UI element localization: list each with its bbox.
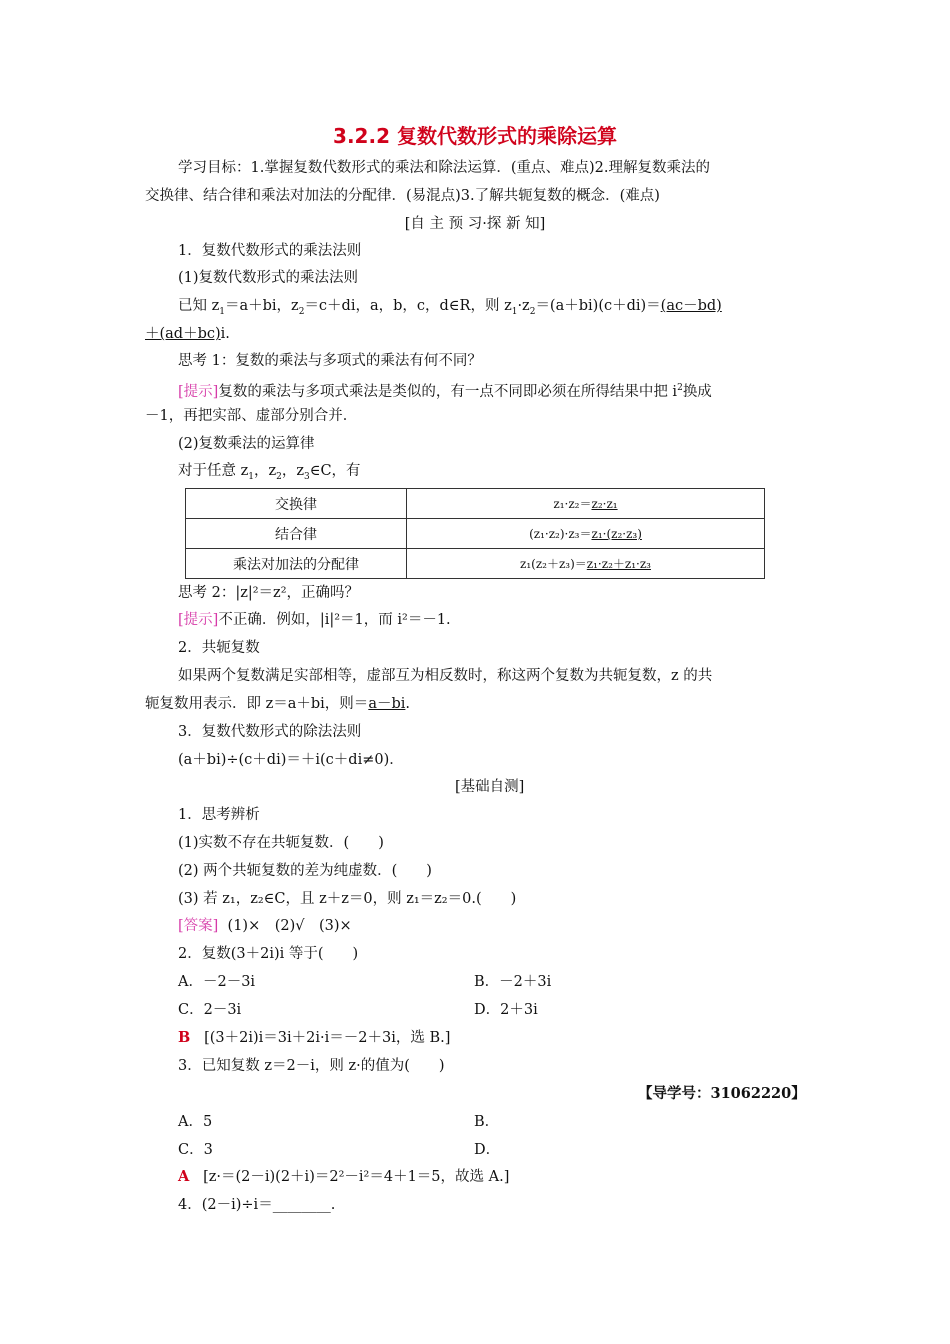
hint-2-text: 不正确．例如，|i|²＝1，而 i²＝－1.	[218, 612, 451, 628]
formula-answer-real: (ac－bd)	[660, 298, 722, 314]
s3-heading: 3．复数代数形式的除法法则	[178, 724, 362, 740]
law-formula-answer: z₁·(z₂·z₃)	[591, 527, 642, 541]
q1-heading: 1．思考辨析	[178, 807, 260, 823]
q2-option-d: D．2＋3i	[474, 1002, 538, 1018]
q1-answer-text: (1)× (2)√ (3)×	[227, 918, 352, 934]
any-statement: 对于任意 $z_1$，$z_2$，$z_3\in C$，有	[178, 463, 361, 482]
q2-solution	[178, 1028, 450, 1048]
law-formula	[407, 549, 765, 579]
law-name: 结合律	[186, 519, 407, 549]
q2-option-c: C．2－3i	[178, 1002, 242, 1018]
formula-part-d: ·z	[517, 298, 530, 314]
any-c: ，z	[281, 463, 304, 479]
q2-explanation: [(3＋2i)i＝3i＋2i·i＝－2＋3i，选 B.]	[204, 1030, 451, 1046]
formula-answer-imag: ＋(ad＋bc)	[145, 326, 221, 342]
hint-1-line-2: －1，再把实部、虚部分别合并．	[145, 408, 358, 424]
preview-section-header: [自 主 预 习·探 新 知]	[404, 216, 546, 232]
hint-2	[178, 610, 451, 630]
answer-tag: [答案]	[178, 918, 219, 934]
s2-heading: 2．共轭复数	[178, 640, 260, 656]
self-test-header: [基础自测]	[455, 779, 525, 795]
any-d: ∈C，有	[309, 463, 361, 479]
law-formula-answer: z₁·z₂＋z₁·z₃	[586, 557, 651, 571]
law-name: 乘法对加法的分配律	[186, 549, 407, 579]
objectives-line-1: 学习目标：1.掌握复数代数形式的乘法和除法运算．(重点、难点)2.理解复数乘法的	[178, 160, 710, 176]
law-formula-left: z₁·z₂＝	[553, 497, 592, 511]
multiplication-formula-line-2	[145, 324, 230, 344]
law-formula	[407, 489, 765, 519]
objectives-line-2: 交换律、结合律和乘法对加法的分配律．(易混点)3.了解共轭复数的概念．(难点)	[145, 188, 660, 204]
operation-laws-table	[185, 488, 765, 579]
q4-stem: 4．(2－i)÷i＝________.	[178, 1197, 336, 1213]
hint-1-text-a: 复数的乘法与多项式乘法是类似的，有一点不同即必须在所得结果中把 i	[218, 383, 678, 400]
formula-part-e: ＝(a＋bi)(c＋di)＝	[535, 298, 661, 314]
q2-stem: 2．复数(3＋2i)i 等于( )	[178, 946, 359, 962]
division-formula: (a＋bi)÷(c＋di)＝＋i(c＋di≠0)．	[178, 752, 404, 768]
q1-item-3: (3) 若 z₁，z₂∈C，且 z＋z＝0，则 z₁＝z₂＝0.( )	[178, 891, 517, 907]
s2-line-1: 如果两个复数满足实部相等，虚部互为相反数时，称这两个复数为共轭复数，z 的共	[178, 668, 713, 684]
multiplication-formula-line-1: 已知 $z_1=a+bi$，$z_2=c+di$，a，b，c，d∈R，则 $z_1\cdot z_2=(a+bi)(c+di)=(ac-bd)$	[178, 298, 722, 317]
think-2-question: 思考 2：|z|²＝z²，正确吗？	[178, 585, 360, 601]
s1-heading: 1．复数代数形式的乘法法则	[178, 243, 362, 259]
table-row	[186, 519, 765, 549]
q1-item-1: (1)实数不存在共轭复数．( )	[178, 835, 384, 851]
q2-answer-letter: B	[178, 1029, 191, 1046]
s1-sub1: (1)复数代数形式的乘法法则	[178, 270, 359, 286]
q2-option-b: B．－2＋3i	[474, 974, 552, 990]
q3-stem: 3．已知复数 z＝2－i，则 z·的值为( )	[178, 1058, 445, 1074]
q1-item-2: (2) 两个共轭复数的差为纯虚数．( )	[178, 863, 432, 879]
hint-tag: [提示]	[178, 383, 219, 400]
law-name: 交换律	[186, 489, 407, 519]
q3-explanation: [z·＝(2－i)(2＋i)＝2²－i²＝4＋1＝5，故选 A.]	[203, 1169, 510, 1185]
law-formula-answer: z₂·z₁	[591, 497, 618, 511]
page-title: 3.2.2 复数代数形式的乘除运算	[333, 124, 617, 148]
q3-reference-number: 【导学号：31062220】	[638, 1085, 806, 1102]
law-formula	[407, 519, 765, 549]
q2-option-a: A．－2－3i	[178, 974, 256, 990]
formula-part-a: 已知 z	[178, 298, 220, 314]
s2-answer: a－bi	[368, 696, 406, 712]
s2-line-2-end: .	[405, 696, 410, 712]
table-row	[186, 549, 765, 579]
q3-option-d: D．	[474, 1142, 501, 1158]
formula-part-c: ＝c＋di，a，b，c，d∈R，则 z	[304, 298, 512, 314]
law-formula-left: (z₁·z₂)·z₃＝	[529, 527, 592, 541]
q1-answer	[178, 916, 352, 936]
q3-answer-letter: A	[178, 1168, 190, 1185]
s1-sub2: (2)复数乘法的运算律	[178, 436, 315, 452]
s2-line-2-text: 轭复数用表示．即 z＝a＋bi，则＝	[145, 696, 369, 712]
q3-option-a: A．5	[178, 1114, 213, 1130]
hint-1: [提示]复数的乘法与多项式乘法是类似的，有一点不同即必须在所得结果中把 $i^2$换成	[178, 383, 712, 400]
any-b: ，z	[253, 463, 277, 479]
q3-option-c: C．3	[178, 1142, 213, 1158]
think-1-question: 思考 1：复数的乘法与多项式的乘法有何不同？	[178, 353, 482, 369]
any-a: 对于任意 z	[178, 463, 249, 479]
table-row	[186, 489, 765, 519]
formula-end: i.	[220, 326, 230, 342]
s2-line-2	[145, 694, 410, 714]
hint-1-text-b: 换成	[682, 383, 712, 400]
q3-solution	[178, 1167, 509, 1187]
formula-part-b: ＝a＋bi，z	[224, 298, 299, 314]
law-formula-left: z₁(z₂＋z₃)＝	[520, 557, 587, 571]
hint-tag: [提示]	[178, 612, 219, 628]
q3-option-b: B．	[474, 1114, 500, 1130]
